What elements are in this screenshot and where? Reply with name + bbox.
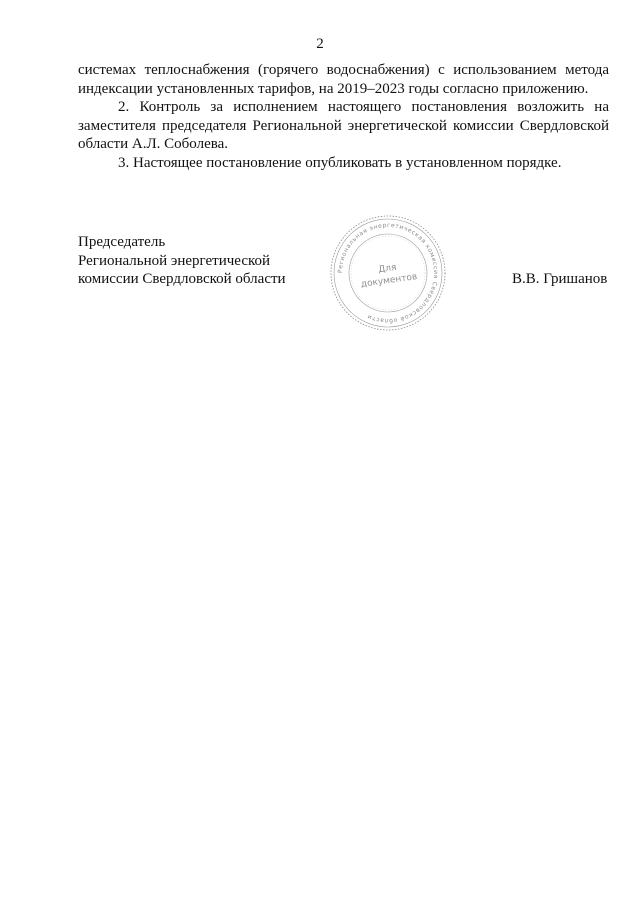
official-seal-stamp [328,213,448,333]
seal-center-line-1: Для [377,262,398,276]
page-number: 2 [316,36,324,52]
paragraph-item-2: 2. Контроль за исполнением настоящего постановления возложить на заместителя председателя Региональной энергетической комиссии Свердловской области А.Л. Соболева. [78,99,609,152]
document-body [78,61,609,172]
seal-center-line-2: документов [360,272,418,290]
paragraph-item-3: 3. Настоящее постановление опубликовать в установленном порядке. [118,154,562,171]
paragraph-continuation: системах теплоснабжения (горячего водоснабжения) с использованием метода индексации установленных тарифов, на 2019–2023 годы согласно приложению. [78,62,609,97]
signature-block [78,233,286,289]
seal-ring-text: Региональная энергетическая комиссия Свердловской области [336,221,440,325]
signer-title-line: комиссии Свердловской области [78,271,286,287]
signer-title-line: Региональной энергетической [78,252,271,269]
signer-title-line: Председатель [78,234,166,250]
signer-name: В.В. Гришанов [512,271,608,287]
